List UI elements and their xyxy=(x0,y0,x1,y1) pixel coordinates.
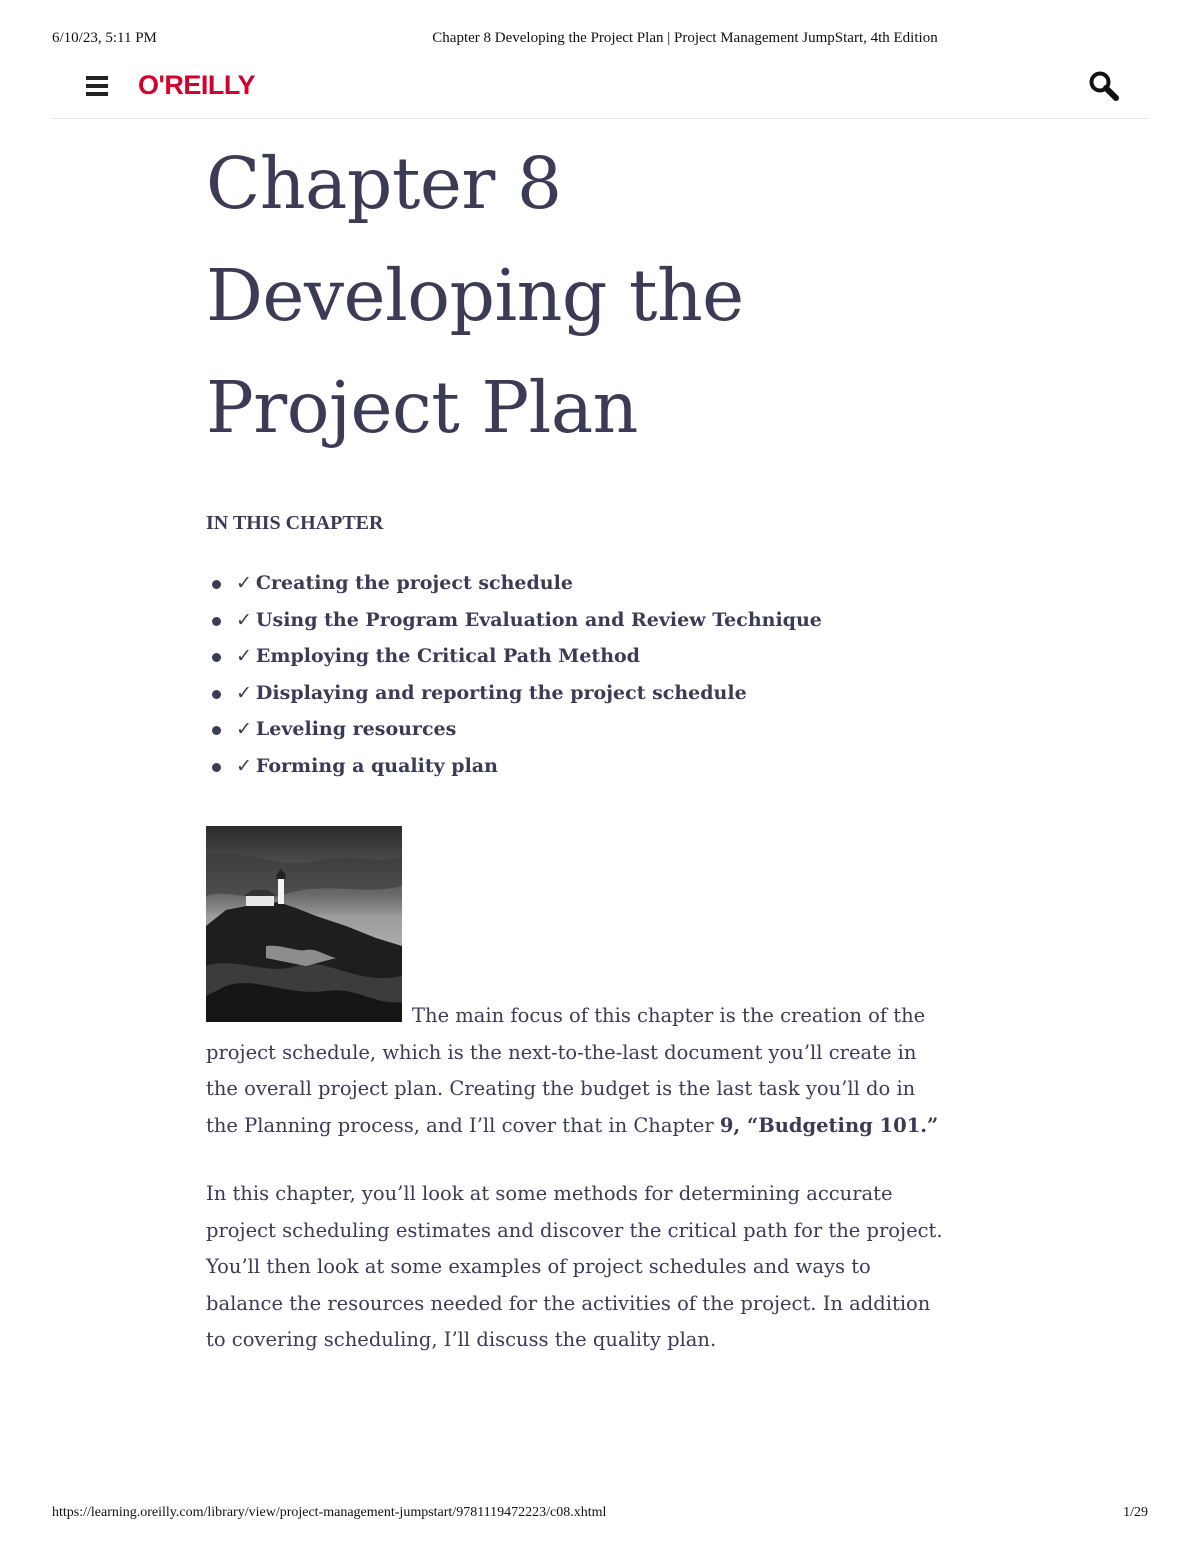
oreilly-logo[interactable]: O'REILLY xyxy=(138,70,255,100)
checkmark-icon: ✓ xyxy=(236,681,252,704)
checkmark-icon: ✓ xyxy=(236,608,252,631)
topic-item xyxy=(206,565,946,602)
intro-text: The main focus of this chapter is the creation of the project schedule, which is the next-to-the-last document you’ll create in the overall project plan. Creating the budget is the last task you’ll do in the Planning process, and I’ll cover that in Chapter xyxy=(206,1004,926,1137)
bullet-icon xyxy=(212,580,221,589)
print-url: https://learning.oreilly.com/library/view/project-management-jumpstart/9781119472223/c08.xhtml xyxy=(52,1505,607,1520)
chapter-content xyxy=(206,128,946,1359)
bullet-icon xyxy=(212,653,221,662)
checkmark-icon: ✓ xyxy=(236,754,252,777)
chapter-title xyxy=(206,128,946,464)
topic-text: Employing the Critical Path Method xyxy=(255,645,640,667)
topic-text: Leveling resources xyxy=(255,718,457,740)
checkmark-icon: ✓ xyxy=(236,645,252,667)
print-date: 6/10/23, 5:11 PM xyxy=(52,30,157,46)
bullet-icon xyxy=(212,763,221,772)
print-page-number: 1/29 xyxy=(1123,1505,1148,1520)
topic-item xyxy=(206,602,946,639)
lighthouse-image xyxy=(206,826,402,1022)
chapter-9-link[interactable]: 9, “Budgeting 101.” xyxy=(719,1113,939,1137)
topic-text: Creating the project schedule xyxy=(255,572,573,594)
hamburger-menu-icon[interactable] xyxy=(86,76,108,96)
topic-item xyxy=(206,675,946,712)
topic-item xyxy=(206,638,946,675)
site-header xyxy=(52,62,1148,119)
print-footer xyxy=(0,1505,1200,1525)
topic-item xyxy=(206,748,946,785)
chapter-title-line: Developing the xyxy=(206,254,744,337)
checkmark-icon: ✓ xyxy=(236,718,252,740)
chapter-topics-list xyxy=(206,565,946,784)
intro-paragraph xyxy=(206,826,946,1144)
second-paragraph: In this chapter, you’ll look at some methods for determining accurate project scheduling estimates and discover the critical path for the project. You’ll then look at some examples of project schedules and ways to balance the resources needed for the activities of the project. In addition to covering scheduling, I’ll discuss the quality plan. xyxy=(206,1182,943,1351)
chapter-title-line: Chapter 8 xyxy=(206,142,562,225)
topic-text: Displaying and reporting the project schedule xyxy=(255,681,747,704)
checkmark-icon: ✓ xyxy=(236,572,252,594)
topic-item xyxy=(206,711,946,748)
print-document-title: Chapter 8 Developing the Project Plan | Project Management JumpStart, 4th Edition xyxy=(432,30,938,46)
print-header xyxy=(0,28,1200,52)
bullet-icon xyxy=(212,726,221,735)
topic-text: Forming a quality plan xyxy=(255,754,498,777)
in-this-chapter-heading: IN THIS CHAPTER xyxy=(206,512,384,534)
bullet-icon xyxy=(212,617,221,626)
bullet-icon xyxy=(212,690,221,699)
topic-text: Using the Program Evaluation and Review Technique xyxy=(255,608,822,631)
search-icon[interactable] xyxy=(1088,70,1120,102)
chapter-title-line: Project Plan xyxy=(206,366,638,449)
